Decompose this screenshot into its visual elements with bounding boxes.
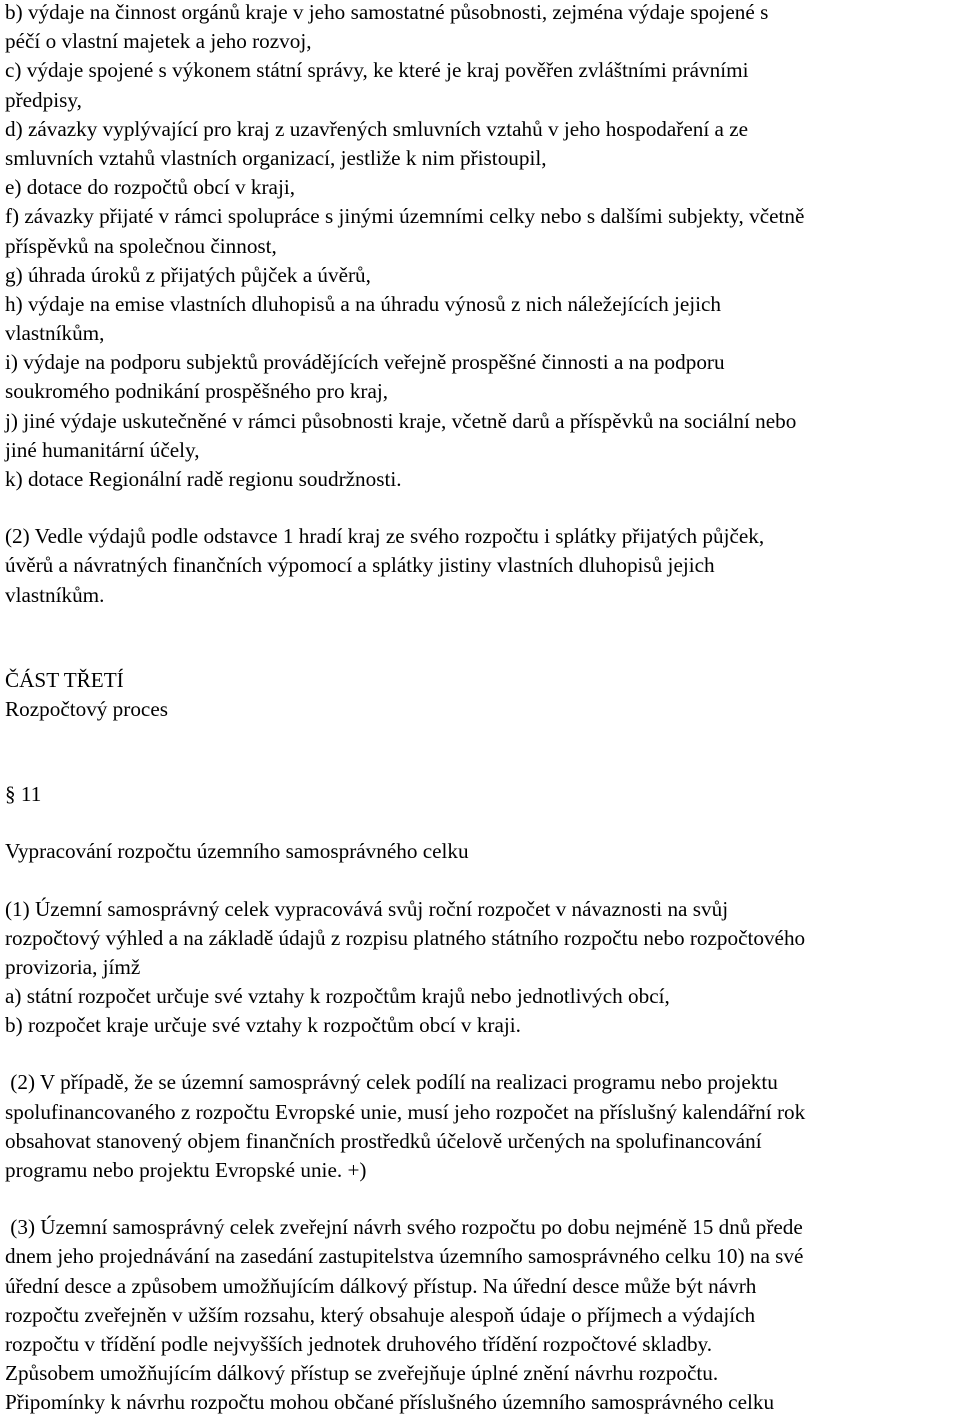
- spacer: [5, 867, 960, 895]
- list-item-i: [5, 348, 960, 406]
- text-line: jiné humanitární účely,: [5, 437, 200, 462]
- list-item-f: [5, 202, 960, 260]
- text-line: (1) Územní samosprávný celek vypracovává svůj roční rozpočet v návaznosti na svůj: [5, 896, 729, 921]
- text-line: rozpočtu v třídění podle nejvyšších jednotek druhového třídění rozpočtové skladby.: [5, 1331, 713, 1356]
- text-line: k) dotace Regionální radě regionu soudržnosti.: [5, 467, 402, 491]
- document-page: [5, 0, 960, 1418]
- paragraph-2: [5, 522, 960, 610]
- spacer: [5, 1040, 960, 1068]
- spacer: [5, 610, 960, 666]
- text-line: smluvních vztahů vlastních organizací, jestliže k nim přistoupil,: [5, 145, 547, 170]
- text-line: (2) V případě, že se územní samosprávný celek podílí na realizaci programu nebo projektu: [5, 1070, 778, 1095]
- text-line: předpisy,: [5, 87, 82, 112]
- text-line: dnem jeho projednávání na zasedání zastupitelstva územního samosprávného celku 10) na své: [5, 1244, 804, 1269]
- text-line: vlastníkům,: [5, 321, 105, 346]
- section-11-paragraph-3: [5, 1213, 960, 1417]
- text-line: péčí o vlastní majetek a jeho rozvoj,: [5, 29, 312, 54]
- text-line: obsahovat stanovený objem finančních prostředků účelově určených na spolufinancování: [5, 1128, 762, 1153]
- part-subheading: Rozpočtový proces: [5, 696, 168, 721]
- text-line: e) dotace do rozpočtů obcí v kraji,: [5, 175, 296, 200]
- spacer: [5, 809, 960, 837]
- section-heading-block: [5, 780, 960, 866]
- text-line: c) výdaje spojené s výkonem státní správy, ke které je kraj pověřen zvláštními právními: [5, 58, 749, 83]
- part-heading-block: [5, 666, 960, 724]
- list-item-e: [5, 173, 960, 202]
- section-number: § 11: [5, 782, 42, 807]
- text-line: rozpočtu zveřejněn v užším rozsahu, který obsahuje alespoň údaje o příjmech a výdajích: [5, 1302, 756, 1327]
- text-line: rozpočtový výhled a na základě údajů z rozpisu platného státního rozpočtu nebo rozpočtového: [5, 925, 806, 950]
- text-line: vlastníkům.: [5, 582, 105, 607]
- text-line: d) závazky vyplývající pro kraj z uzavřených smluvních vztahů v jeho hospodaření a ze: [5, 116, 749, 141]
- list-item-d: [5, 115, 960, 173]
- text-line: j) jiné výdaje uskutečněné v rámci působnosti kraje, včetně darů a příspěvků na sociální nebo: [5, 408, 797, 433]
- spacer: [5, 1185, 960, 1213]
- spacer: [5, 494, 960, 522]
- list-item-h: [5, 290, 960, 348]
- list-item-b: [5, 0, 960, 56]
- part-heading: ČÁST TŘETÍ: [5, 667, 124, 692]
- list-item-c: [5, 56, 960, 114]
- text-line: b) výdaje na činnost orgánů kraje v jeho samostatné působnosti, zejména výdaje spojené s: [5, 0, 769, 24]
- text-line: soukromého podnikání prospěšného pro kraj,: [5, 379, 389, 404]
- text-line: provizoria, jímž: [5, 954, 141, 979]
- text-line: i) výdaje na podporu subjektů provádějících veřejně prospěšné činnosti a na podporu: [5, 350, 725, 375]
- text-line: úřední desce a způsobem umožňujícím dálkový přístup. Na úřední desce může být návrh: [5, 1273, 757, 1298]
- text-line: příspěvků na společnou činnost,: [5, 233, 277, 258]
- text-line: spolufinancovaného z rozpočtu Evropské unie, musí jeho rozpočet na příslušný kalendářní rok: [5, 1099, 806, 1124]
- text-line: a) státní rozpočet určuje své vztahy k rozpočtům krajů nebo jednotlivých obcí,: [5, 984, 670, 1009]
- text-line: h) výdaje na emise vlastních dluhopisů a na úhradu výnosů z nich náležejících jejich: [5, 291, 722, 316]
- spacer: [5, 724, 960, 780]
- text-line: Způsobem umožňujícím dálkový přístup se zveřejňuje úplné znění návrhu rozpočtu.: [5, 1361, 719, 1386]
- text-line: Připomínky k návrhu rozpočtu mohou občané příslušného územního samosprávného celku: [5, 1390, 775, 1415]
- section-title: Vypracování rozpočtu územního samosprávného celku: [5, 839, 469, 864]
- section-11-paragraph-1: [5, 895, 960, 1041]
- list-item-g: [5, 261, 960, 290]
- text-line: g) úhrada úroků z přijatých půjček a úvěrů,: [5, 262, 371, 287]
- text-line: úvěrů a návratných finančních výpomocí a splátky jistiny vlastních dluhopisů jejich: [5, 553, 715, 578]
- list-item-j: [5, 407, 960, 465]
- text-line: programu nebo projektu Evropské unie. +): [5, 1158, 367, 1182]
- expense-list: [5, 0, 960, 494]
- section-11-paragraph-2: [5, 1068, 960, 1185]
- list-item-k: [5, 465, 960, 494]
- text-line: (3) Územní samosprávný celek zveřejní návrh svého rozpočtu po dobu nejméně 15 dnů přede: [5, 1215, 803, 1240]
- text-line: b) rozpočet kraje určuje své vztahy k rozpočtům obcí v kraji.: [5, 1013, 521, 1038]
- text-line: (2) Vedle výdajů podle odstavce 1 hradí kraj ze svého rozpočtu i splátky přijatých půjček,: [5, 524, 765, 549]
- text-line: f) závazky přijaté v rámci spolupráce s jinými územními celky nebo s dalšími subjekty, včetně: [5, 204, 805, 229]
